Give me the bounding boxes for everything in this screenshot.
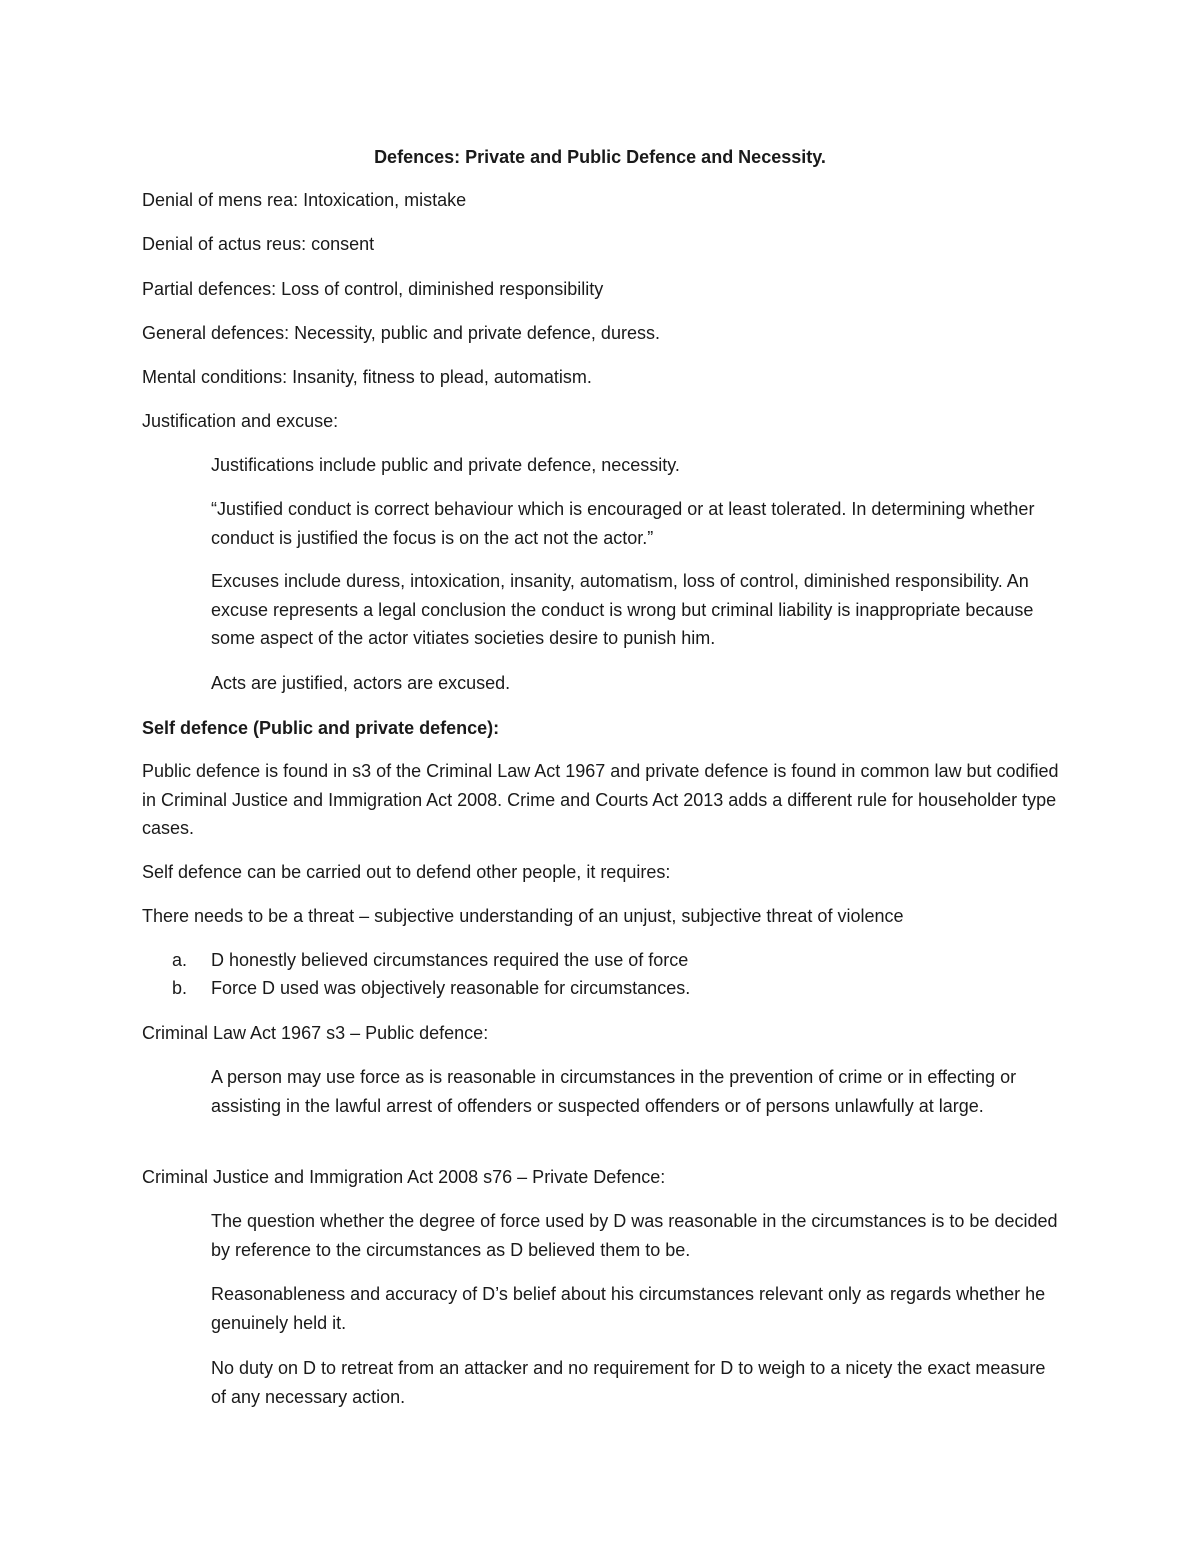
- list-marker: a.: [172, 950, 188, 970]
- excuses-paragraph: Excuses include duress, intoxication, insanity, automatism, loss of control, diminished responsibility. An excuse represents a legal conclusion the conduct is wrong but criminal liability is inappropriate because some aspect of the actor vitiates societies desire to punish him.: [211, 571, 1034, 648]
- line-partial-defences: Partial defences: Loss of control, diminished responsibility: [142, 279, 604, 299]
- line-denial-actus-reus: Denial of actus reus: consent: [142, 234, 375, 254]
- cla-quote: A person may use force as is reasonable in circumstances in the prevention of crime or in effecting or assisting in the lawful arrest of offenders or suspected offenders or of persons unlawfully at large.: [211, 1067, 1017, 1116]
- list-item-text: D honestly believed circumstances required the use of force: [211, 950, 689, 970]
- list-item-text: Force D used was objectively reasonable for circumstances.: [211, 978, 691, 998]
- line-denial-mens-rea: Denial of mens rea: Intoxication, mistake: [142, 190, 467, 210]
- self-defence-paragraph-3: There needs to be a threat – subjective understanding of an unjust, subjective threat of violence: [142, 906, 904, 926]
- line-mental-conditions: Mental conditions: Insanity, fitness to plead, automatism.: [142, 367, 592, 387]
- self-defence-paragraph-1: Public defence is found in s3 of the Criminal Law Act 1967 and private defence is found in common law but codified in Criminal Justice and Immigration Act 2008. Crime and Courts Act 2013 adds a different rule for householder type cases.: [142, 761, 1059, 838]
- list-marker: b.: [172, 978, 188, 998]
- line-general-defences: General defences: Necessity, public and private defence, duress.: [142, 323, 660, 343]
- acts-justified-line: Acts are justified, actors are excused.: [211, 673, 511, 693]
- page-title: Defences: Private and Public Defence and Necessity.: [374, 147, 826, 167]
- cjia-paragraph-1: The question whether the degree of force used by D was reasonable in the circumstances is to be decided by reference to the circumstances as D believed them to be.: [211, 1211, 1058, 1260]
- cjia-paragraph-2: Reasonableness and accuracy of D’s belief about his circumstances relevant only as regards whether he genuinely held it.: [211, 1284, 1046, 1333]
- cjia-heading: Criminal Justice and Immigration Act 2008 s76 – Private Defence:: [142, 1167, 666, 1187]
- justification-quote: “Justified conduct is correct behaviour which is encouraged or at least tolerated. In determining whether conduct is justified the focus is on the act not the actor.”: [211, 499, 1035, 548]
- self-defence-heading: Self defence (Public and private defence):: [142, 718, 500, 738]
- self-defence-paragraph-2: Self defence can be carried out to defend other people, it requires:: [142, 862, 671, 882]
- justification-heading: Justification and excuse:: [142, 411, 339, 431]
- justification-paragraph-1: Justifications include public and private defence, necessity.: [211, 455, 680, 475]
- cla-heading: Criminal Law Act 1967 s3 – Public defence:: [142, 1023, 489, 1043]
- cjia-paragraph-3: No duty on D to retreat from an attacker and no requirement for D to weigh to a nicety the exact measure of any necessary action.: [211, 1358, 1046, 1407]
